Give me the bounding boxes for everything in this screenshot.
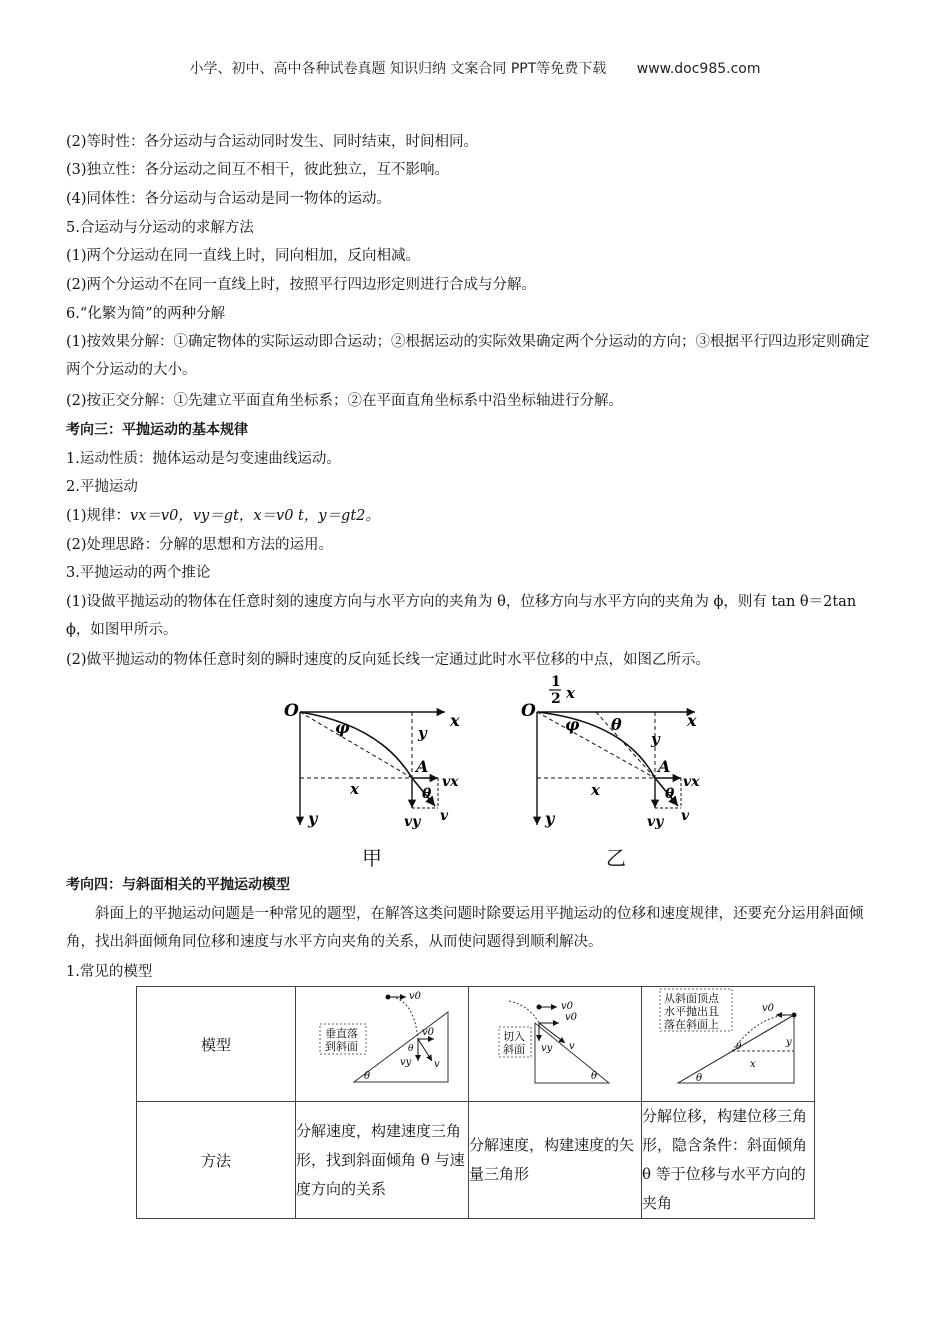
model-diagram-3 [642, 987, 814, 1097]
svg-text:v0: v0 [409, 991, 422, 1002]
model-cell-1 [296, 987, 469, 1102]
svg-text:x: x [450, 711, 460, 730]
model-diagram-2 [469, 987, 641, 1097]
svg-text:A: A [658, 757, 671, 776]
method-cell-2: 分解速度，构建速度的矢量三角形 [469, 1102, 642, 1219]
text-line: (4)同体性：各分运动与合运动是同一物体的运动。 [66, 191, 392, 207]
table-row [137, 987, 815, 1102]
caption-yi: 乙 [606, 846, 626, 870]
svg-text:垂直落: 垂直落 [325, 1027, 358, 1040]
text-paragraph: (1)按效果分解：①确定物体的实际运动即合运动；②根据运动的实际效果确定两个分运动的方向；③根据平行四边形定则确定两个分运动的大小。 [66, 334, 870, 378]
text-line: (2)等时性：各分运动与合运动同时发生、同时结束，时间相同。 [66, 134, 479, 150]
svg-text:θ: θ [364, 1071, 371, 1082]
svg-text:x: x [350, 780, 359, 798]
model-cell-3 [642, 987, 815, 1102]
svg-text:v0: v0 [565, 1012, 578, 1023]
svg-text:y: y [651, 730, 660, 748]
svg-text:θ: θ [591, 1071, 598, 1082]
svg-text:v: v [681, 808, 690, 824]
table-row [137, 1102, 815, 1219]
page-header [0, 58, 950, 78]
displacement-line [300, 712, 412, 778]
model-table [136, 986, 815, 1219]
svg-text:y: y [786, 1037, 792, 1048]
svg-text:φ: φ [565, 715, 580, 734]
svg-text:y: y [545, 809, 555, 828]
svg-text:v0: v0 [561, 1001, 574, 1012]
svg-text:v0: v0 [762, 1003, 775, 1014]
svg-text:O: O [284, 701, 299, 721]
svg-text:v: v [569, 1041, 575, 1052]
svg-text:θ: θ [696, 1073, 703, 1084]
svg-text:vx: vx [683, 774, 700, 790]
formula: vx＝v0，vy＝gt，x＝v0 t，y＝gt2。 [130, 508, 380, 524]
svg-text:θ: θ [736, 1042, 742, 1052]
text-line: (2)处理思路：分解的思想和方法的运用。 [66, 537, 334, 553]
svg-text:v: v [440, 808, 449, 824]
svg-text:A: A [416, 757, 429, 776]
svg-text:vx: vx [442, 774, 459, 790]
text-paragraph: (1)设做平抛运动的物体在任意时刻的速度方向与水平方向的夹角为 θ，位移方向与水平方向的夹角为 ϕ，则有 tan θ＝2tan ϕ，如图甲所示。 [66, 594, 857, 638]
svg-text:vy: vy [541, 1043, 553, 1054]
text-line: 3.平抛运动的两个推论 [66, 565, 211, 581]
velocity-extension [596, 712, 655, 778]
method-cell-3: 分解位移，构建位移三角形，隐含条件：斜面倾角 θ 等于位移与水平方向的夹角 [642, 1102, 815, 1219]
svg-text:θ: θ [408, 1044, 414, 1054]
svg-text:vy: vy [647, 814, 664, 830]
text-line: 1.常见的模型 [66, 964, 153, 980]
svg-text:水平抛出且: 水平抛出且 [664, 1005, 719, 1018]
model-diagram-1 [296, 987, 468, 1097]
svg-text:x: x [591, 781, 600, 799]
formula-prefix: (1)规律： [66, 508, 131, 524]
svg-text:vy: vy [400, 1057, 412, 1068]
svg-text:y: y [308, 809, 318, 828]
row-header-method: 方法 [137, 1102, 296, 1219]
text-line: 6.“化繁为简”的两种分解 [66, 306, 226, 322]
text-line: 2.平抛运动 [66, 479, 138, 495]
section-heading: 考向三：平抛运动的基本规律 [66, 422, 248, 438]
svg-text:v0: v0 [422, 1027, 435, 1038]
svg-text:到斜面: 到斜面 [325, 1040, 358, 1053]
svg-text:1: 1 [551, 674, 561, 690]
text-line: (3)独立性：各分运动之间互不相干，彼此独立，互不影响。 [66, 162, 450, 178]
svg-text:y: y [418, 724, 427, 742]
header-site[interactable]: www.doc985.com [636, 61, 761, 77]
text-paragraph: 斜面上的平抛运动问题是一种常见的题型，在解答这类问题时除要运用平抛运动的位移和速度规律，还要充分运用斜面倾角，找出斜面倾角同位移和速度与水平方向夹角的关系，从而使问题得到顺利解决。 [66, 906, 864, 950]
svg-text:x: x [750, 1059, 756, 1070]
svg-text:φ: φ [335, 718, 350, 737]
svg-text:O: O [521, 701, 536, 721]
text-line: (1)两个分运动在同一直线上时，同向相加，反向相减。 [66, 248, 421, 264]
svg-text:斜面: 斜面 [503, 1043, 525, 1056]
text-line: 5.合运动与分运动的求解方法 [66, 220, 254, 236]
method-cell-1: 分解速度，构建速度三角形，找到斜面倾角 θ 与速度方向的关系 [296, 1102, 469, 1219]
section-heading: 考向四：与斜面相关的平抛运动模型 [66, 877, 290, 893]
svg-text:从斜面顶点: 从斜面顶点 [664, 992, 719, 1005]
model-cell-2 [469, 987, 642, 1102]
svg-text:θ: θ [422, 786, 432, 802]
svg-text:切入: 切入 [503, 1030, 525, 1043]
svg-text:θ: θ [665, 786, 675, 802]
text-line: 1.运动性质：抛体运动是匀变速曲线运动。 [66, 451, 341, 467]
header-text: 小学、初中、高中各种试卷真题 知识归纳 文案合同 PPT等免费下载 [189, 61, 607, 77]
svg-text:x: x [687, 711, 697, 730]
svg-text:2: 2 [551, 691, 561, 707]
caption-jia: 甲 [362, 846, 382, 870]
text-line: (2)两个分运动不在同一直线上时，按照平行四边形定则进行合成与分解。 [66, 277, 537, 293]
svg-text:θ: θ [611, 715, 622, 734]
figure-jia [280, 690, 470, 840]
text-line: (2)按正交分解：①先建立平面直角坐标系；②在平面直角坐标系中沿坐标轴进行分解。 [66, 393, 624, 409]
svg-text:x: x [566, 684, 575, 702]
figure-yi [515, 672, 705, 840]
text-line: (2)做平抛运动的物体任意时刻的瞬时速度的反向延长线一定通过此时水平位移的中点，如图乙所示。 [66, 652, 711, 668]
svg-text:落在斜面上: 落在斜面上 [664, 1018, 719, 1031]
formula-line [66, 506, 380, 526]
svg-text:v: v [434, 1059, 440, 1070]
row-header-model: 模型 [137, 987, 296, 1102]
svg-text:vy: vy [404, 814, 421, 830]
